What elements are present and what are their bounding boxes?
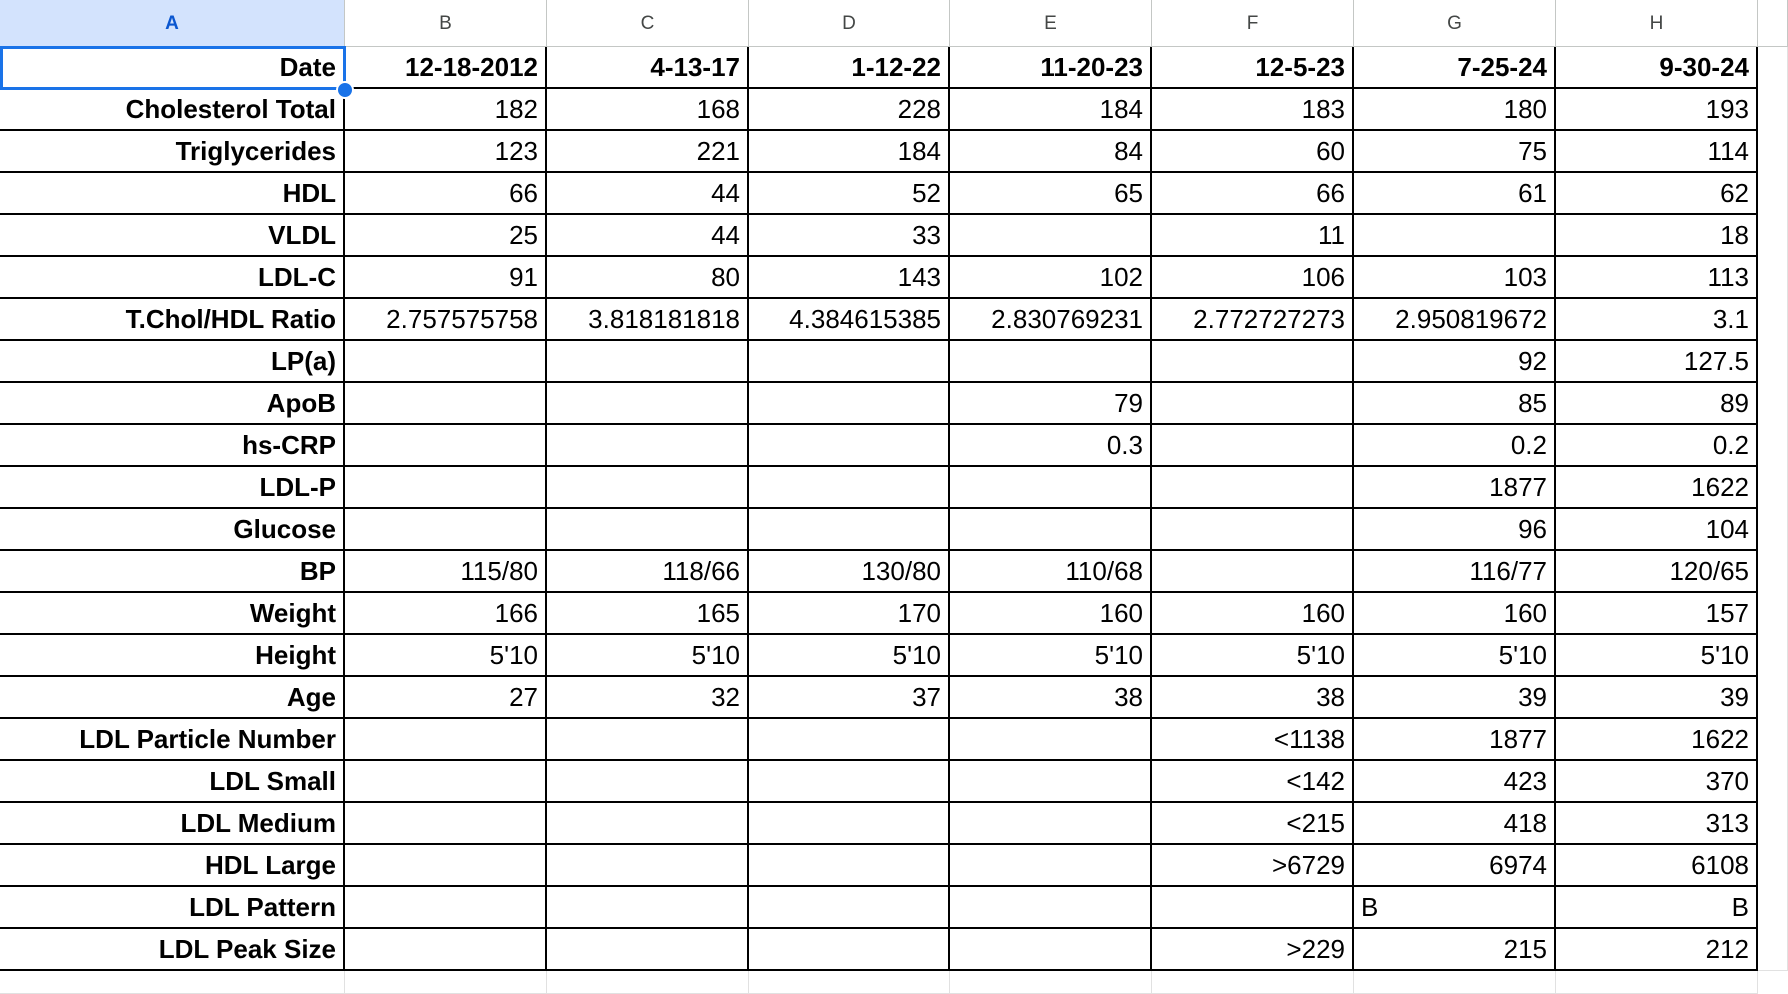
date-header-cell[interactable]: 4-13-17	[547, 47, 749, 89]
data-cell[interactable]: >6729	[1152, 845, 1354, 887]
data-cell[interactable]: 2.757575758	[345, 299, 547, 341]
data-cell[interactable]: 182	[345, 89, 547, 131]
data-cell[interactable]: 80	[547, 257, 749, 299]
row-label-cell[interactable]: LDL Peak Size	[0, 929, 345, 971]
data-cell[interactable]: 92	[1354, 341, 1556, 383]
data-cell[interactable]: 44	[547, 215, 749, 257]
data-cell[interactable]: 91	[345, 257, 547, 299]
data-cell[interactable]: 3.1	[1556, 299, 1758, 341]
data-cell[interactable]: B	[1354, 887, 1556, 929]
grid-overflow-bottom	[0, 971, 345, 994]
column-header-g[interactable]: G	[1354, 0, 1556, 47]
data-cell[interactable]: 180	[1354, 89, 1556, 131]
date-header-cell[interactable]: 1-12-22	[749, 47, 950, 89]
data-cell[interactable]: 60	[1152, 131, 1354, 173]
data-cell[interactable]	[547, 761, 749, 803]
column-header-c[interactable]: C	[547, 0, 749, 47]
data-cell[interactable]: 37	[749, 677, 950, 719]
data-cell[interactable]: 168	[547, 89, 749, 131]
row-label-cell[interactable]: LDL Medium	[0, 803, 345, 845]
data-cell[interactable]: 44	[547, 173, 749, 215]
data-cell[interactable]: 52	[749, 173, 950, 215]
data-cell[interactable]: 102	[950, 257, 1152, 299]
data-cell[interactable]: 0.2	[1354, 425, 1556, 467]
date-header-cell[interactable]: 7-25-24	[1354, 47, 1556, 89]
data-cell[interactable]: 33	[749, 215, 950, 257]
data-cell[interactable]	[345, 761, 547, 803]
data-cell[interactable]: 38	[950, 677, 1152, 719]
row-label-cell[interactable]: LP(a)	[0, 341, 345, 383]
data-cell[interactable]: 115/80	[345, 551, 547, 593]
data-cell[interactable]	[950, 719, 1152, 761]
row-label-cell[interactable]: LDL-C	[0, 257, 345, 299]
data-cell[interactable]	[749, 467, 950, 509]
data-cell[interactable]	[345, 467, 547, 509]
data-cell[interactable]	[950, 887, 1152, 929]
data-cell[interactable]	[1354, 215, 1556, 257]
row-label-cell[interactable]: Height	[0, 635, 345, 677]
data-cell[interactable]: 25	[345, 215, 547, 257]
data-cell[interactable]	[547, 845, 749, 887]
data-cell[interactable]: 183	[1152, 89, 1354, 131]
data-cell[interactable]: 1877	[1354, 719, 1556, 761]
data-cell[interactable]	[749, 383, 950, 425]
data-cell[interactable]: 228	[749, 89, 950, 131]
data-cell[interactable]	[1152, 551, 1354, 593]
data-cell[interactable]: 5'10	[345, 635, 547, 677]
grid-overflow-bottom	[345, 971, 547, 994]
data-cell[interactable]	[345, 845, 547, 887]
data-cell[interactable]: 62	[1556, 173, 1758, 215]
grid-overflow-bottom	[1556, 971, 1758, 994]
data-cell[interactable]: 39	[1556, 677, 1758, 719]
data-cell[interactable]: <142	[1152, 761, 1354, 803]
data-cell[interactable]: <1138	[1152, 719, 1354, 761]
row-label-cell[interactable]: LDL-P	[0, 467, 345, 509]
data-cell[interactable]	[950, 467, 1152, 509]
row-label-cell[interactable]: LDL Small	[0, 761, 345, 803]
data-cell[interactable]: 38	[1152, 677, 1354, 719]
data-cell[interactable]: <215	[1152, 803, 1354, 845]
date-header-cell[interactable]: 11-20-23	[950, 47, 1152, 89]
data-cell[interactable]	[345, 341, 547, 383]
data-cell[interactable]: 418	[1354, 803, 1556, 845]
data-cell[interactable]: 66	[1152, 173, 1354, 215]
data-cell[interactable]: 6974	[1354, 845, 1556, 887]
data-cell[interactable]	[749, 761, 950, 803]
column-header-h[interactable]: H	[1556, 0, 1758, 47]
data-cell[interactable]: 120/65	[1556, 551, 1758, 593]
data-cell[interactable]: >229	[1152, 929, 1354, 971]
row-label-cell[interactable]: Date	[0, 47, 345, 89]
data-cell[interactable]: 84	[950, 131, 1152, 173]
data-cell[interactable]: 89	[1556, 383, 1758, 425]
grid-overflow-right	[1758, 47, 1788, 971]
data-cell[interactable]: 96	[1354, 509, 1556, 551]
data-cell[interactable]	[547, 929, 749, 971]
data-cell[interactable]	[547, 341, 749, 383]
data-cell[interactable]: 184	[749, 131, 950, 173]
data-cell[interactable]	[345, 887, 547, 929]
data-cell[interactable]	[1152, 341, 1354, 383]
data-cell[interactable]	[547, 887, 749, 929]
date-header-cell[interactable]: 12-18-2012	[345, 47, 547, 89]
data-cell[interactable]: 1622	[1556, 467, 1758, 509]
data-cell[interactable]: 221	[547, 131, 749, 173]
data-cell[interactable]: 5'10	[1354, 635, 1556, 677]
data-cell[interactable]	[1152, 425, 1354, 467]
data-cell[interactable]	[345, 383, 547, 425]
data-cell[interactable]: 184	[950, 89, 1152, 131]
data-cell[interactable]: 61	[1354, 173, 1556, 215]
row-label-cell[interactable]: Cholesterol Total	[0, 89, 345, 131]
data-cell[interactable]: 114	[1556, 131, 1758, 173]
data-cell[interactable]	[749, 341, 950, 383]
data-cell[interactable]	[749, 719, 950, 761]
data-cell[interactable]	[1152, 467, 1354, 509]
data-cell[interactable]: B	[1556, 887, 1758, 929]
grid-overflow-bottom	[1152, 971, 1354, 994]
fill-handle[interactable]	[336, 81, 354, 99]
data-cell[interactable]: 118/66	[547, 551, 749, 593]
data-cell[interactable]	[1152, 509, 1354, 551]
data-cell[interactable]: 370	[1556, 761, 1758, 803]
data-cell[interactable]: 65	[950, 173, 1152, 215]
data-cell[interactable]: 104	[1556, 509, 1758, 551]
grid-overflow-bottom	[547, 971, 749, 994]
row-label-cell[interactable]: LDL Pattern	[0, 887, 345, 929]
column-header-f[interactable]: F	[1152, 0, 1354, 47]
data-cell[interactable]: 5'10	[1152, 635, 1354, 677]
data-cell[interactable]: 160	[1354, 593, 1556, 635]
data-cell[interactable]: 170	[749, 593, 950, 635]
grid-overflow-bottom	[749, 971, 950, 994]
data-cell[interactable]	[950, 215, 1152, 257]
data-cell[interactable]	[547, 425, 749, 467]
row-label-cell[interactable]: Age	[0, 677, 345, 719]
row-label-cell[interactable]: Weight	[0, 593, 345, 635]
data-cell[interactable]: 3.818181818	[547, 299, 749, 341]
date-header-cell[interactable]: 12-5-23	[1152, 47, 1354, 89]
row-label-cell[interactable]: LDL Particle Number	[0, 719, 345, 761]
data-cell[interactable]: 193	[1556, 89, 1758, 131]
data-cell[interactable]: 39	[1354, 677, 1556, 719]
data-cell[interactable]: 143	[749, 257, 950, 299]
data-cell[interactable]: 166	[345, 593, 547, 635]
data-cell[interactable]: 0.3	[950, 425, 1152, 467]
data-cell[interactable]	[749, 845, 950, 887]
data-cell[interactable]: 5'10	[547, 635, 749, 677]
data-cell[interactable]: 2.830769231	[950, 299, 1152, 341]
data-cell[interactable]: 113	[1556, 257, 1758, 299]
data-cell[interactable]	[749, 929, 950, 971]
data-cell[interactable]: 160	[950, 593, 1152, 635]
data-cell[interactable]: 165	[547, 593, 749, 635]
data-cell[interactable]: 127.5	[1556, 341, 1758, 383]
data-cell[interactable]: 2.950819672	[1354, 299, 1556, 341]
data-cell[interactable]: 85	[1354, 383, 1556, 425]
column-header-b[interactable]: B	[345, 0, 547, 47]
data-cell[interactable]	[547, 803, 749, 845]
data-cell[interactable]: 2.772727273	[1152, 299, 1354, 341]
data-cell[interactable]	[547, 719, 749, 761]
data-cell[interactable]: 4.384615385	[749, 299, 950, 341]
data-cell[interactable]: 32	[547, 677, 749, 719]
data-cell[interactable]: 0.2	[1556, 425, 1758, 467]
date-header-cell[interactable]: 9-30-24	[1556, 47, 1758, 89]
data-cell[interactable]: 123	[345, 131, 547, 173]
data-cell[interactable]	[749, 509, 950, 551]
data-cell[interactable]: 5'10	[950, 635, 1152, 677]
column-header-overflow	[1758, 0, 1788, 47]
data-cell[interactable]: 1622	[1556, 719, 1758, 761]
row-label-cell[interactable]: HDL Large	[0, 845, 345, 887]
data-cell[interactable]	[547, 509, 749, 551]
data-cell[interactable]: 18	[1556, 215, 1758, 257]
data-cell[interactable]: 11	[1152, 215, 1354, 257]
grid-overflow-bottom	[950, 971, 1152, 994]
data-cell[interactable]: 160	[1152, 593, 1354, 635]
data-cell[interactable]	[950, 761, 1152, 803]
data-cell[interactable]: 215	[1354, 929, 1556, 971]
data-cell[interactable]	[749, 425, 950, 467]
data-cell[interactable]: 1877	[1354, 467, 1556, 509]
data-cell[interactable]: 110/68	[950, 551, 1152, 593]
data-cell[interactable]: 5'10	[1556, 635, 1758, 677]
data-cell[interactable]	[547, 383, 749, 425]
data-cell[interactable]: 79	[950, 383, 1152, 425]
row-label-cell[interactable]: HDL	[0, 173, 345, 215]
data-cell[interactable]	[950, 509, 1152, 551]
data-cell[interactable]	[1152, 383, 1354, 425]
row-label-cell[interactable]: Triglycerides	[0, 131, 345, 173]
data-cell[interactable]	[547, 467, 749, 509]
data-cell[interactable]: 130/80	[749, 551, 950, 593]
data-cell[interactable]	[345, 719, 547, 761]
row-label-cell[interactable]: ApoB	[0, 383, 345, 425]
data-cell[interactable]	[345, 803, 547, 845]
data-cell[interactable]	[345, 425, 547, 467]
data-cell[interactable]: 5'10	[749, 635, 950, 677]
data-cell[interactable]: 106	[1152, 257, 1354, 299]
row-label-cell[interactable]: hs-CRP	[0, 425, 345, 467]
data-cell[interactable]: 116/77	[1354, 551, 1556, 593]
column-header-d[interactable]: D	[749, 0, 950, 47]
column-header-a[interactable]: A	[0, 0, 345, 47]
row-label-cell[interactable]: T.Chol/HDL Ratio	[0, 299, 345, 341]
data-cell[interactable]	[345, 929, 547, 971]
column-header-e[interactable]: E	[950, 0, 1152, 47]
data-cell[interactable]: 212	[1556, 929, 1758, 971]
data-cell[interactable]	[950, 803, 1152, 845]
grid-overflow-bottom	[1354, 971, 1556, 994]
data-cell[interactable]	[950, 929, 1152, 971]
data-cell[interactable]: 66	[345, 173, 547, 215]
data-cell[interactable]: 157	[1556, 593, 1758, 635]
data-cell[interactable]: 103	[1354, 257, 1556, 299]
row-label-cell[interactable]: BP	[0, 551, 345, 593]
data-cell[interactable]	[1152, 887, 1354, 929]
row-label-cell[interactable]: Glucose	[0, 509, 345, 551]
row-label-cell[interactable]: VLDL	[0, 215, 345, 257]
data-cell[interactable]: 313	[1556, 803, 1758, 845]
data-cell[interactable]	[950, 341, 1152, 383]
data-cell[interactable]	[950, 845, 1152, 887]
data-cell[interactable]: 6108	[1556, 845, 1758, 887]
data-cell[interactable]: 423	[1354, 761, 1556, 803]
data-cell[interactable]	[749, 887, 950, 929]
data-cell[interactable]	[749, 803, 950, 845]
data-cell[interactable]: 27	[345, 677, 547, 719]
data-cell[interactable]	[345, 509, 547, 551]
data-cell[interactable]: 75	[1354, 131, 1556, 173]
